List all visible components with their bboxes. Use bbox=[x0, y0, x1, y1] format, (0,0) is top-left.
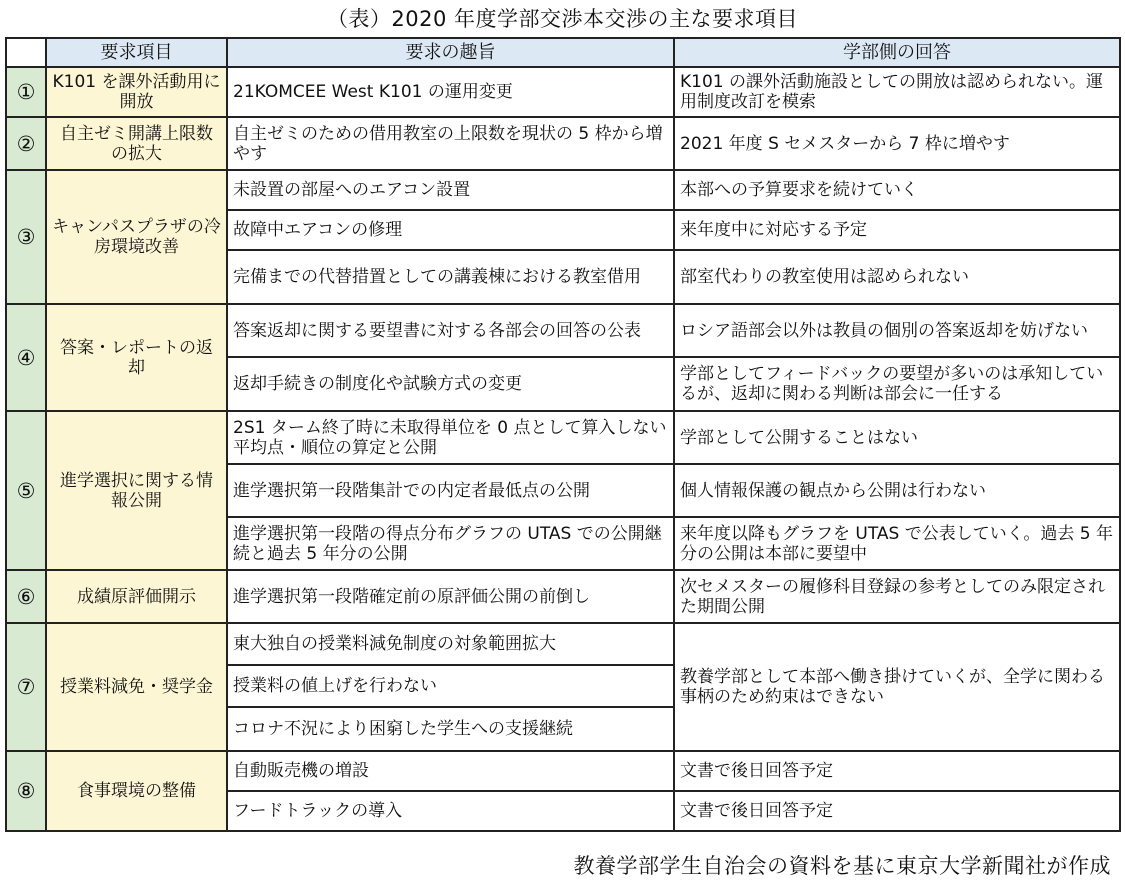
request-cell: 故障中エアコンの修理 bbox=[227, 210, 674, 250]
request-cell: 完備までの代替措置としての講義棟における教室借用 bbox=[227, 250, 674, 304]
answer-cell: 来年度中に対応する予定 bbox=[674, 210, 1120, 250]
group-number: ⑦ bbox=[6, 623, 46, 751]
table-row bbox=[6, 751, 1120, 791]
answer-cell: 本部への予算要求を続けていく bbox=[674, 170, 1120, 210]
answer-cell: 部室代わりの教室使用は認められない bbox=[674, 250, 1120, 304]
request-cell: フードトラックの導入 bbox=[227, 791, 674, 831]
header-answer: 学部側の回答 bbox=[674, 38, 1120, 67]
group-item: 食事環境の整備 bbox=[46, 751, 227, 831]
group-item: 授業料減免・奨学金 bbox=[46, 623, 227, 751]
request-cell: 東大独自の授業料減免制度の対象範囲拡大 bbox=[227, 623, 674, 665]
group-item: 答案・レポートの返却 bbox=[46, 304, 227, 411]
answer-cell: 文書で後日回答予定 bbox=[674, 791, 1120, 831]
group-number: ⑥ bbox=[6, 570, 46, 623]
request-cell: 進学選択第一段階の得点分布グラフの UTAS での公開継続と過去 5 年分の公開 bbox=[227, 517, 674, 570]
table-row bbox=[6, 623, 1120, 665]
request-cell: 進学選択第一段階集計での内定者最低点の公開 bbox=[227, 464, 674, 517]
group-item: 成績原評価開示 bbox=[46, 570, 227, 623]
group-item: 進学選択に関する情報公開 bbox=[46, 411, 227, 570]
source-credit: 教養学部学生自治会の資料を基に東京大学新聞社が作成 bbox=[573, 854, 1111, 878]
table-row bbox=[6, 67, 1120, 117]
answer-cell: 文書で後日回答予定 bbox=[674, 751, 1120, 791]
request-cell: 自主ゼミのための借用教室の上限数を現状の 5 枠から増やす bbox=[227, 117, 674, 170]
request-cell: 自動販売機の増設 bbox=[227, 751, 674, 791]
group-number: ⑧ bbox=[6, 751, 46, 831]
answer-cell: ロシア語部会以外は教員の個別の答案返却を妨げない bbox=[674, 304, 1120, 357]
header-request: 要求の趣旨 bbox=[227, 38, 674, 67]
answer-cell: 2021 年度 S セメスターから 7 枠に増やす bbox=[674, 117, 1120, 170]
group-item: 自主ゼミ開講上限数の拡大 bbox=[46, 117, 227, 170]
group-number: ④ bbox=[6, 304, 46, 411]
answer-cell: 個人情報保護の観点から公開は行わない bbox=[674, 464, 1120, 517]
table-row bbox=[6, 411, 1120, 464]
request-cell: 授業料の値上げを行わない bbox=[227, 665, 674, 707]
answer-cell: 来年度以降もグラフを UTAS で公表していく。過去 5 年分の公開は本部に要望中 bbox=[674, 517, 1120, 570]
answer-cell: 学部として公開することはない bbox=[674, 411, 1120, 464]
header-row bbox=[6, 38, 1120, 67]
table-row bbox=[6, 117, 1120, 170]
request-cell: 2S1 ターム終了時に未取得単位を 0 点として算入しない平均点・順位の算定と公開 bbox=[227, 411, 674, 464]
group-number: ① bbox=[6, 67, 46, 117]
header-item: 要求項目 bbox=[46, 38, 227, 67]
table-caption: （表）2020 年度学部交渉本交渉の主な要求項目 bbox=[326, 7, 799, 31]
request-cell: 返却手続きの制度化や試験方式の変更 bbox=[227, 357, 674, 411]
table-row bbox=[6, 570, 1120, 623]
answer-cell: K101 の課外活動施設としての開放は認められない。運用制度改訂を模索 bbox=[674, 67, 1120, 117]
answer-cell: 教養学部として本部へ働き掛けていくが、全学に関わる事柄のため約束はできない bbox=[674, 623, 1120, 751]
table-row bbox=[6, 170, 1120, 210]
group-item: K101 を課外活動用に開放 bbox=[46, 67, 227, 117]
request-cell: コロナ不況により困窮した学生への支援継続 bbox=[227, 707, 674, 751]
group-number: ⑤ bbox=[6, 411, 46, 570]
group-item: キャンパスプラザの冷房環境改善 bbox=[46, 170, 227, 304]
request-cell: 未設置の部屋へのエアコン設置 bbox=[227, 170, 674, 210]
request-cell: 21KOMCEE West K101 の運用変更 bbox=[227, 67, 674, 117]
request-cell: 進学選択第一段階確定前の原評価公開の前倒し bbox=[227, 570, 674, 623]
table-row bbox=[6, 304, 1120, 357]
answer-cell: 次セメスターの履修科目登録の参考としてのみ限定された期間公開 bbox=[674, 570, 1120, 623]
answer-cell: 学部としてフィードバックの要望が多いのは承知しているが、返却に関わる判断は部会に一任する bbox=[674, 357, 1120, 411]
request-cell: 答案返却に関する要望書に対する各部会の回答の公表 bbox=[227, 304, 674, 357]
group-number: ② bbox=[6, 117, 46, 170]
requests-table bbox=[5, 37, 1121, 832]
group-number: ③ bbox=[6, 170, 46, 304]
header-number bbox=[6, 38, 46, 67]
